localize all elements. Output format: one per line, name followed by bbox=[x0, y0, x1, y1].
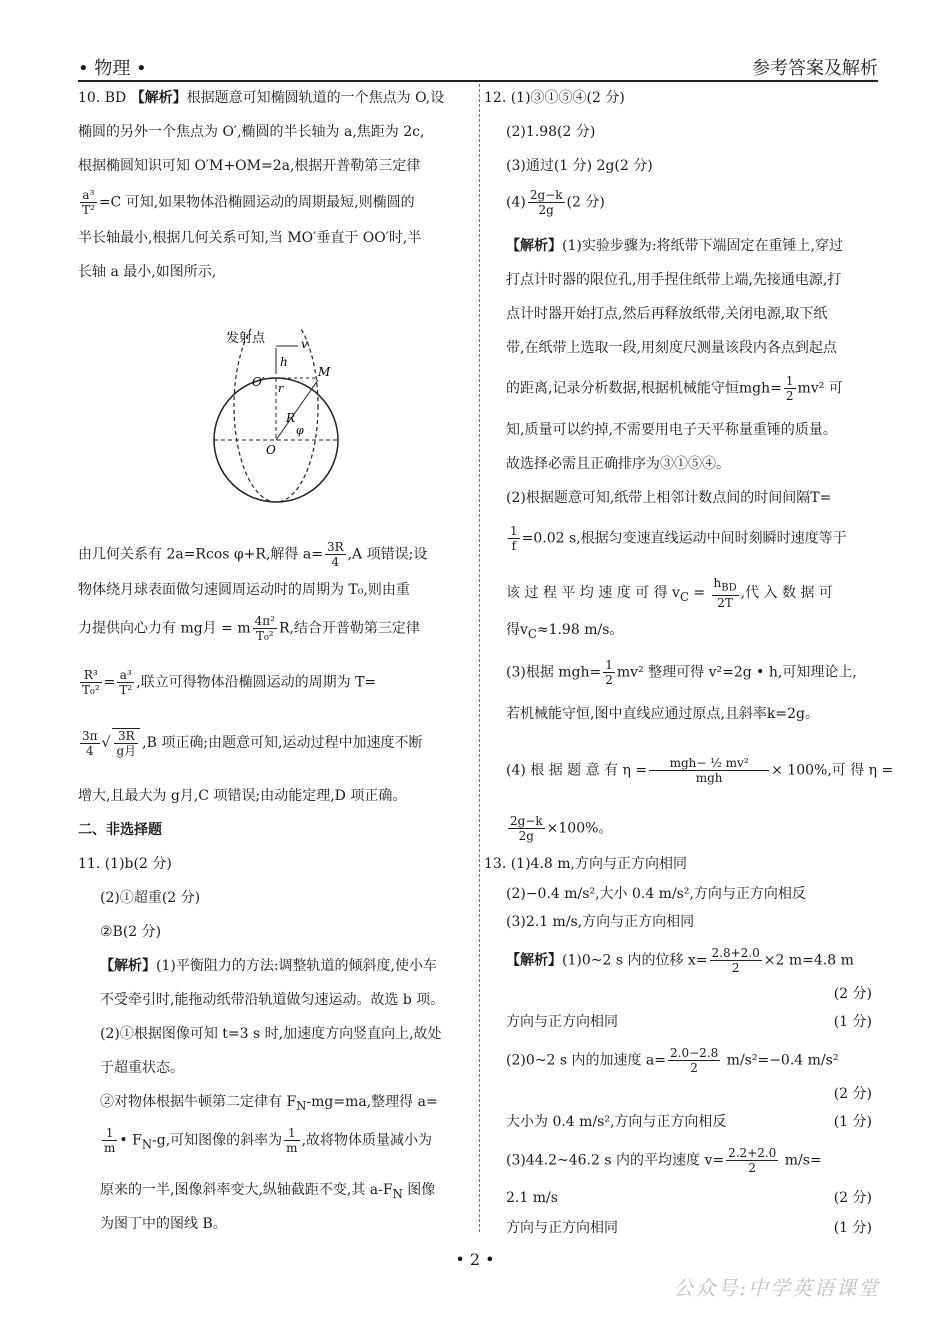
text: 的距离,记录分析数据,根据机械能守恒mgh= bbox=[506, 380, 782, 397]
q13-line-6 bbox=[506, 1046, 838, 1075]
q12-line-15 bbox=[506, 620, 623, 644]
q12-line-17: 若机械能守恒,图中直线应通过原点,且斜率k=2g。 bbox=[506, 706, 819, 722]
q10-line-4 bbox=[78, 188, 415, 217]
o1-label: O′ bbox=[252, 375, 265, 389]
den: T² bbox=[82, 203, 95, 217]
section-title: 二、非选择题 bbox=[78, 822, 162, 838]
text: 图像 bbox=[402, 1182, 436, 1198]
q10-line-11: $\frac{3\pi}{4}$ √ $\frac{3R}{\text{g月}}$ ,B 项正确;由题意可知,运动过程中加速度不断 bbox=[82, 728, 423, 758]
q13-line-2: (2)−0.4 m/s²,大小 0.4 m/s²,方向与正方向相反 bbox=[506, 886, 806, 902]
text: (1)0~2 s 内的位移 x= bbox=[562, 952, 708, 969]
den: g月 bbox=[116, 744, 137, 758]
q11-line-5: 不受牵引时,能拖动纸带沿轨道做匀速运动。故选 b 项。 bbox=[100, 992, 445, 1008]
den: 2 bbox=[731, 961, 740, 975]
den: T₀² bbox=[255, 629, 274, 643]
text: ×2 m=4.8 m bbox=[763, 952, 854, 969]
score-mark: (2 分) bbox=[833, 1190, 872, 1206]
text: (3)44.2~46.2 s 内的平均速度 v= bbox=[506, 1152, 725, 1169]
q10-line-10: $\frac{\text{R³}}{\text{T₀²}}$ = $\frac{\text{a³}}{\text{T²}}$ ,联立可得物体沿椭圆运动的周期为 T= bbox=[82, 668, 377, 697]
q12-line-1: 12. (1)③①⑤④(2 分) bbox=[484, 90, 625, 106]
q12-line-10: 知,质量可以约掉,不需要用电子天平称量重锤的质量。 bbox=[506, 422, 837, 438]
text: 该 过 程 平 均 速 度 可 得 v bbox=[506, 585, 680, 602]
den: 4 bbox=[85, 743, 94, 758]
q13-line-9: 2.1 m/s bbox=[506, 1190, 558, 1206]
num: mgh− ½ mv² bbox=[649, 756, 769, 771]
text: ②对物体根据牛顿第二定律有 F bbox=[100, 1094, 297, 1110]
num: 4π² bbox=[254, 614, 275, 628]
num: 2g−k bbox=[510, 814, 543, 828]
text: ,联立可得物体沿椭圆运动的周期为 T= bbox=[136, 674, 377, 691]
num-sub: BD bbox=[721, 582, 737, 594]
text: (2)0~2 s 内的加速度 a= bbox=[506, 1052, 666, 1069]
fraction bbox=[649, 756, 769, 785]
den: m bbox=[286, 1141, 298, 1155]
den: T₀² bbox=[82, 683, 100, 697]
q12-line-9 bbox=[506, 374, 843, 403]
num: 2.0−2.8 bbox=[670, 1046, 719, 1060]
num-main: h bbox=[713, 576, 722, 590]
kepler-fraction bbox=[80, 188, 97, 217]
text: ,B 项正确;由题意可知,运动过程中加速度不断 bbox=[142, 735, 423, 751]
q11-line-11: 为图丁中的图线 B。 bbox=[100, 1216, 227, 1232]
den: 2 bbox=[690, 1061, 698, 1075]
text: ,代 入 数 据 可 bbox=[740, 585, 833, 602]
v-label: v bbox=[301, 337, 308, 351]
den: 2T bbox=[717, 596, 733, 611]
q11-line-8 bbox=[100, 1092, 438, 1116]
num: 2g−k bbox=[529, 188, 563, 202]
q12-line-6: 打点计时器的限位孔,用手捏住纸带上端,先接通电源,打 bbox=[506, 272, 842, 288]
den: mgh bbox=[695, 771, 723, 785]
text: -mg=ma,整理得 a= bbox=[306, 1094, 438, 1110]
q11-line-1: 11. (1)b(2 分) bbox=[78, 856, 172, 872]
q11-line-6: (2)①根据图像可知 t=3 s 时,加速度方向竖直向上,故处 bbox=[100, 1026, 442, 1042]
m-label: M bbox=[318, 365, 331, 379]
sqrt-fraction bbox=[112, 728, 140, 758]
q12-line-12: (2)根据题意可知,纸带上相邻计数点间的时间间隔T= bbox=[506, 490, 832, 506]
q12-line-16 bbox=[506, 658, 857, 687]
q12-line-2: (2)1.98(2 分) bbox=[506, 124, 596, 140]
text: m/s= bbox=[780, 1152, 822, 1169]
q10-line-8: 物体绕月球表面做匀速圆周运动时的周期为 T₀,则由重 bbox=[78, 582, 410, 598]
num: 2.2+2.0 bbox=[728, 1146, 777, 1160]
q11-line-10 bbox=[100, 1180, 435, 1204]
sub: C bbox=[527, 626, 537, 641]
text: R,结合开普勒第三定律 bbox=[278, 620, 420, 637]
text: (1)平衡阻力的方法:调整轨道的倾斜度,使小车 bbox=[156, 958, 437, 974]
fraction bbox=[325, 540, 346, 569]
right-column bbox=[484, 84, 894, 1236]
fraction bbox=[102, 1126, 117, 1155]
text: mv² 可 bbox=[797, 380, 843, 397]
text: = bbox=[688, 585, 710, 602]
q11-line-9 bbox=[100, 1126, 432, 1155]
text: ,故将物体质量减小为 bbox=[301, 1132, 433, 1149]
q13-line-3: (3)2.1 m/s,方向与正方向相同 bbox=[506, 914, 695, 930]
q10-line-7 bbox=[78, 540, 427, 569]
q12-line-7: 点计时器开始打点,然后再释放纸带,关闭电源,取下纸 bbox=[506, 306, 828, 322]
text: 原来的一半,图像斜率变大,纵轴截距不变,其 a-F bbox=[100, 1182, 393, 1198]
num: 3π bbox=[82, 728, 98, 743]
num: R³ bbox=[80, 668, 102, 683]
text: ×100%。 bbox=[546, 820, 613, 837]
column-divider bbox=[479, 84, 480, 1232]
text: ≈1.98 m/s。 bbox=[536, 622, 624, 638]
q11-line-4 bbox=[100, 956, 437, 976]
analysis-tag: 【解析】 bbox=[130, 90, 187, 106]
fraction bbox=[117, 668, 134, 697]
fraction bbox=[603, 658, 615, 687]
num bbox=[712, 576, 739, 596]
fraction bbox=[710, 946, 762, 975]
phi-label: φ bbox=[296, 424, 304, 437]
text: (4) bbox=[506, 194, 526, 211]
q11-line-2: (2)①超重(2 分) bbox=[100, 890, 201, 906]
q13-line-4 bbox=[506, 946, 854, 975]
o-label: O bbox=[266, 443, 276, 457]
q10-line-1 bbox=[78, 88, 444, 108]
rr-label: R bbox=[286, 411, 296, 425]
num: a³ bbox=[117, 668, 134, 683]
text: =C 可知,如果物体沿椭圆运动的周期最短,则椭圆的 bbox=[98, 194, 415, 211]
sub: C bbox=[679, 590, 689, 604]
text: mv² 整理可得 v²=2g • h,可知理论上, bbox=[616, 664, 857, 681]
num: 1 bbox=[102, 1126, 117, 1141]
text: 力提供向心力有 mg月 = m bbox=[78, 620, 251, 637]
page-header bbox=[78, 50, 878, 82]
q12-line-18 bbox=[506, 756, 893, 785]
fraction bbox=[528, 188, 565, 217]
ellipse-orbit-diagram bbox=[206, 328, 356, 508]
fraction bbox=[726, 1146, 778, 1175]
score-mark: (1 分) bbox=[833, 1014, 872, 1030]
score-mark: (1 分) bbox=[833, 1220, 872, 1236]
sub: N bbox=[392, 1186, 403, 1201]
den: 4 bbox=[331, 555, 340, 569]
den: 2 bbox=[785, 389, 794, 403]
left-column bbox=[78, 84, 470, 1234]
q13-line-1: 13. (1)4.8 m,方向与正方向相同 bbox=[484, 856, 687, 872]
fraction bbox=[712, 576, 739, 610]
fraction bbox=[253, 614, 277, 643]
q11-line-3: ②B(2 分) bbox=[100, 924, 162, 940]
num: 3R bbox=[326, 540, 344, 554]
den: 2 bbox=[605, 673, 613, 687]
q11-line-7: 于超重状态。 bbox=[100, 1060, 184, 1076]
text: (4) 根 据 题 意 有 η = bbox=[506, 762, 648, 779]
score-mark: (1 分) bbox=[833, 1114, 872, 1130]
analysis-tag: 【解析】 bbox=[506, 238, 562, 254]
text: =0.02 s,根据匀变速直线运动中间时刻瞬时速度等于 bbox=[521, 530, 847, 547]
q10-line-5: 半长轴最小,根据几何关系可知,当 MO′垂直于 OO′时,半 bbox=[78, 230, 422, 246]
den: 2g bbox=[518, 829, 534, 843]
fraction bbox=[508, 524, 520, 553]
q13-line-5: 方向与正方向相同 bbox=[506, 1014, 618, 1030]
score-mark: (2 分) bbox=[833, 1086, 872, 1102]
text: × 100%,可 得 η = bbox=[771, 762, 894, 779]
text: 由几何关系有 2a=Rcos φ+R,解得 a= bbox=[78, 546, 323, 563]
score-mark: (2 分) bbox=[833, 986, 872, 1002]
header-title: 参考答案及解析 bbox=[752, 58, 878, 79]
den: m bbox=[104, 1141, 116, 1155]
text: -g,可知图像的斜率为 bbox=[152, 1132, 283, 1149]
text: m/s²=−0.4 m/s² bbox=[722, 1052, 839, 1069]
den: T² bbox=[119, 683, 133, 697]
den: 2 bbox=[748, 1161, 757, 1175]
q13-line-10: 方向与正方向相同 bbox=[506, 1220, 618, 1236]
num: 1 bbox=[510, 524, 518, 538]
num: 2.8+2.0 bbox=[711, 946, 760, 960]
fraction bbox=[80, 729, 100, 758]
text: (3)根据 mgh= bbox=[506, 664, 602, 681]
q12-line-5 bbox=[506, 236, 843, 256]
fraction bbox=[668, 1046, 720, 1075]
q10-label: 10. BD bbox=[78, 90, 127, 106]
watermark: 公众号:中学英语课堂 bbox=[673, 1276, 880, 1300]
text: (2 分) bbox=[566, 194, 605, 211]
q12-line-11: 故选择必需且正确排序为③①⑤④。 bbox=[506, 456, 730, 472]
fraction bbox=[80, 668, 102, 697]
text: 得v bbox=[506, 622, 528, 638]
page-number: • 2 • bbox=[455, 1250, 495, 1269]
sub: N bbox=[141, 1137, 153, 1152]
q12-line-19 bbox=[506, 814, 612, 843]
subject-label: • 物理 • bbox=[78, 58, 147, 79]
num: 1 bbox=[284, 1126, 299, 1141]
num: a³ bbox=[80, 188, 97, 203]
text: (1)实验步骤为:将纸带下端固定在重锤上,穿过 bbox=[562, 238, 843, 254]
q12-line-3: (3)通过(1 分) 2g(2 分) bbox=[506, 158, 653, 174]
q10-line-3: 根据椭圆知识可知 O′M+OM=2a,根据开普勒第三定律 bbox=[78, 158, 421, 174]
q10-line-12: 增大,且最大为 g月,C 项错误;由动能定理,D 项正确。 bbox=[78, 788, 407, 804]
text: ,A 项错误;设 bbox=[347, 546, 428, 563]
analysis-tag: 【解析】 bbox=[100, 958, 156, 974]
num: 1 bbox=[605, 658, 613, 672]
q10-line-2: 椭圆的另外一个焦点为 O′,椭圆的半长轴为 a,焦距为 2c, bbox=[78, 124, 425, 140]
text: 根据题意可知椭圆轨道的一个焦点为 O,设 bbox=[186, 90, 445, 106]
den: 2g bbox=[538, 203, 554, 217]
sub: N bbox=[296, 1098, 307, 1113]
q12-line-13 bbox=[506, 524, 847, 553]
q13-line-8 bbox=[506, 1146, 822, 1175]
num: 3R bbox=[114, 729, 138, 744]
fraction bbox=[508, 814, 545, 843]
analysis-tag: 【解析】 bbox=[506, 952, 562, 969]
fraction bbox=[784, 374, 796, 403]
q13-line-7: 大小为 0.4 m/s²,方向与正方向相反 bbox=[506, 1114, 727, 1130]
q10-line-9 bbox=[78, 614, 420, 643]
num: 1 bbox=[785, 374, 794, 388]
q12-line-14 bbox=[506, 576, 833, 610]
launch-label: 发射点 bbox=[226, 331, 266, 346]
r-label: r bbox=[278, 382, 284, 395]
fraction bbox=[284, 1126, 299, 1155]
header-rule bbox=[78, 80, 878, 82]
q12-line-8: 带,在纸带上选取一段,用刻度尺测量该段内各点到起点 bbox=[506, 340, 837, 356]
q10-line-6: 长轴 a 最小,如图所示, bbox=[78, 264, 217, 280]
den: f bbox=[511, 539, 517, 553]
q12-line-4 bbox=[506, 188, 605, 217]
h-label: h bbox=[280, 355, 288, 369]
text: • F bbox=[119, 1132, 142, 1149]
